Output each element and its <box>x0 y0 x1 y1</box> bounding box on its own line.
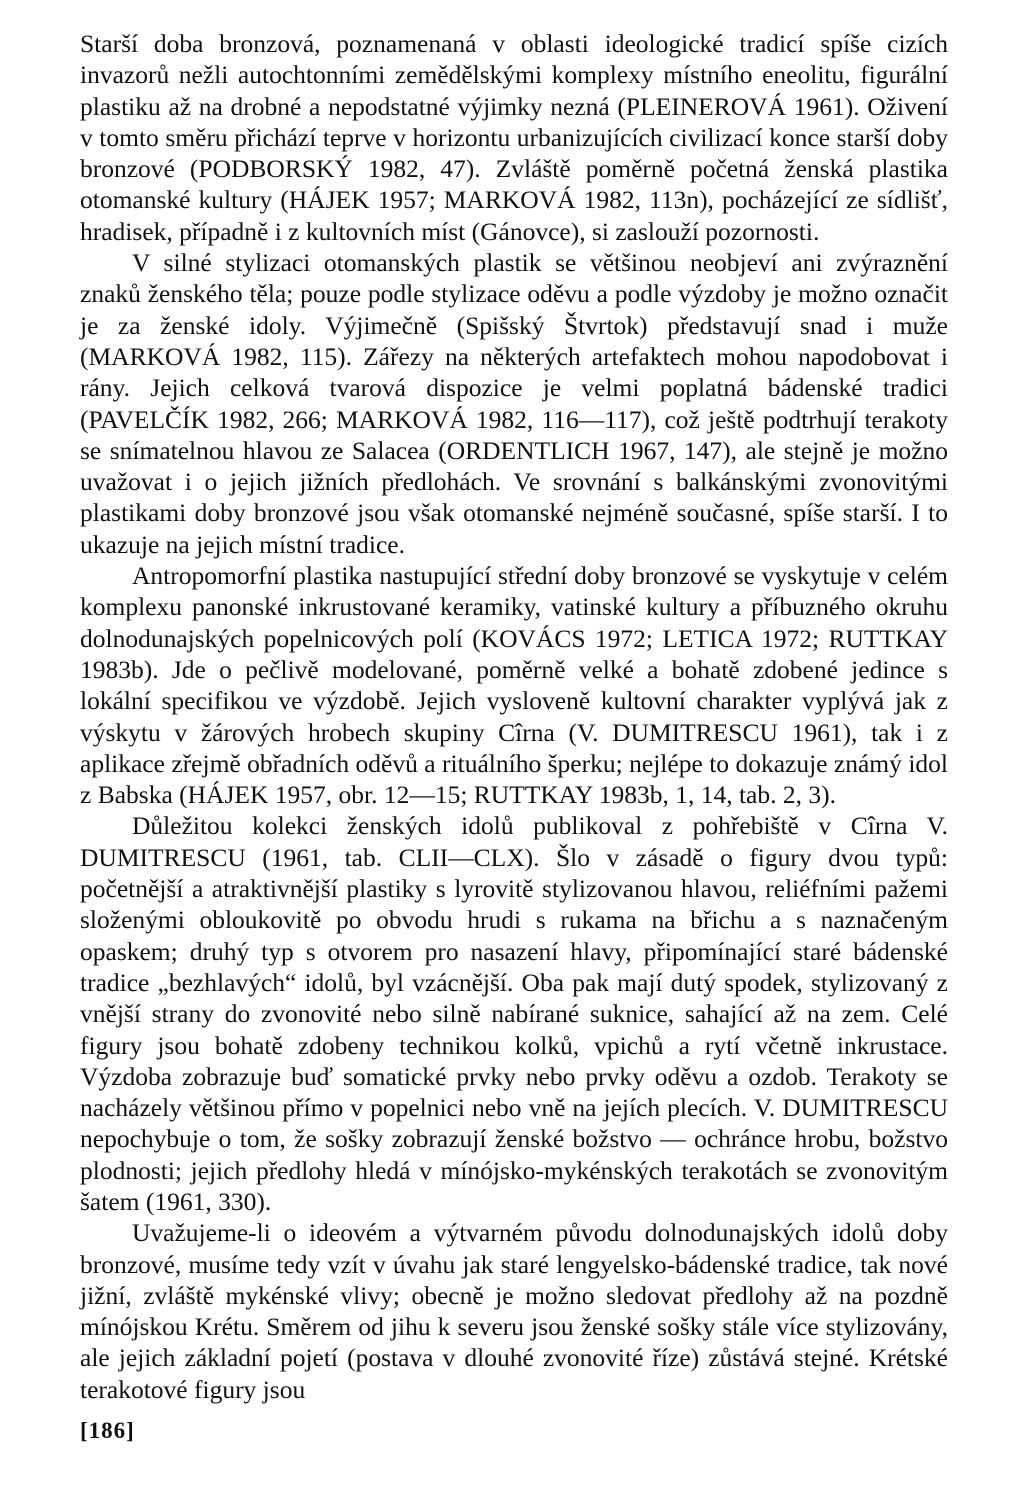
paragraph-1: Starší doba bronzová, poznamenaná v oblasti ideologické tradicí spíše cizích invazorů nežli autochtonními zemědělskými komplexy místního eneolitu, figurální plastiku až na drobné a nepodstatné výjimky nezná (PLEINEROVÁ 1961). Oživení v tomto směru přichází teprve v horizontu urbanizujících civilizací konce starší doby bronzové (PODBORSKÝ 1982, 47). Zvláště poměrně početná ženská plastika otomanské kultury (HÁJEK 1957; MARKOVÁ 1982, 113n), pocházející ze sídlišť, hradisek, případně i z kultovních míst (Gánovce), si zaslouží pozornosti. <box>80 29 948 246</box>
paragraph-2: V silné stylizaci otomanských plastik se většinou neobjeví ani zvýraznění znaků ženského těla; pouze podle stylizace oděvu a podle výzdoby je možno označit je za ženské idoly. Výjimečně (Spišský Štvrtok) představují snad i muže (MARKOVÁ 1982, 115). Zářezy na některých artefaktech mohou napodobovat i rány. Jejich celková tvarová dispozice je velmi poplatná bádenské tradici (PAVELČÍK 1982, 266; MARKOVÁ 1982, 116—117), což ještě podtrhují terakoty se snímatelnou hlavou ze Salacea (ORDENTLICH 1967, 147), ale stejně je možno uvažovat i o jejich jižních předlohách. Ve srovnání s balkánskými zvonovitými plastikami doby bronzové jsou však otomanské nejméně současné, spíše starší. I to ukazuje na jejich místní tradice. <box>80 248 948 559</box>
paragraph-4: Důležitou kolekci ženských idolů publikoval z pohřebiště v Cîrna V. DUMITRESCU (1961, tab. CLII—CLX). Šlo v zásadě o figury dvou typů: početnější a atraktivnější plastiky s lyrovitě stylizovanou hlavou, reliéfními pažemi složenými obloukovitě po obvodu hrudi s rukama na břichu a s naznačeným opaskem; druhý typ s otvorem pro nasazení hlavy, připomínající staré bádenské tradice „bezhlavých“ idolů, byl vzácnější. Oba pak mají dutý spodek, stylizovaný z vnější strany do zvonovité nebo silně nabírané suknice, sahající až na zem. Celé figury jsou bohatě zdobeny technikou kolků, vpichů a rytí včetně inkrustace. Výzdoba zobrazuje buď somatické prvky nebo prvky oděvu a ozdob. Terakoty se nacházely většinou přímo v popelnici nebo vně na jejích plecích. V. DUMITRESCU nepochybuje o tom, že sošky zobrazují ženské božstvo — ochránce hrobu, božstvo plodnosti; jejich předlohy hledá v mínójsko-mykénských terakotách se zvonovitým šatem (1961, 330). <box>80 811 948 1216</box>
paragraph-3: Antropomorfní plastika nastupující střední doby bronzové se vyskytuje v celém komplexu panonské inkrustované keramiky, vatinské kultury a příbuzného okruhu dolnodunajských popelnicových polí (KOVÁCS 1972; LETICA 1972; RUTTKAY 1983b). Jde o pečlivě modelované, poměrně velké a bohatě zdobené jedince s lokální specifikou ve výzdobě. Jejich vysloveně kultovní charakter vyplývá jak z výskytu v žárových hrobech skupiny Cîrna (V. DUMITRESCU 1961), tak i z aplikace zřejmě obřadních oděvů a rituálního šperku; nejlépe to dokazuje známý idol z Babska (HÁJEK 1957, obr. 12—15; RUTTKAY 1983b, 1, 14, tab. 2, 3). <box>80 561 948 810</box>
page-number: [186] <box>80 1418 135 1443</box>
page-body <box>80 28 948 1405</box>
paragraph-5: Uvažujeme-li o ideovém a výtvarném původu dolnodunajských idolů doby bronzové, musíme tedy vzít v úvahu jak staré lengyelsko-bádenské tradice, tak nové jižní, zvláště mykénské vlivy; obecně je možno sledovat předlohy až na pozdně mínójskou Krétu. Směrem od jihu k severu jsou ženské sošky stále více stylizovány, ale jejich základní pojetí (postava v dlouhé zvonovité říze) zůstává stejné. Krétské terakotové figury jsou <box>80 1218 948 1404</box>
